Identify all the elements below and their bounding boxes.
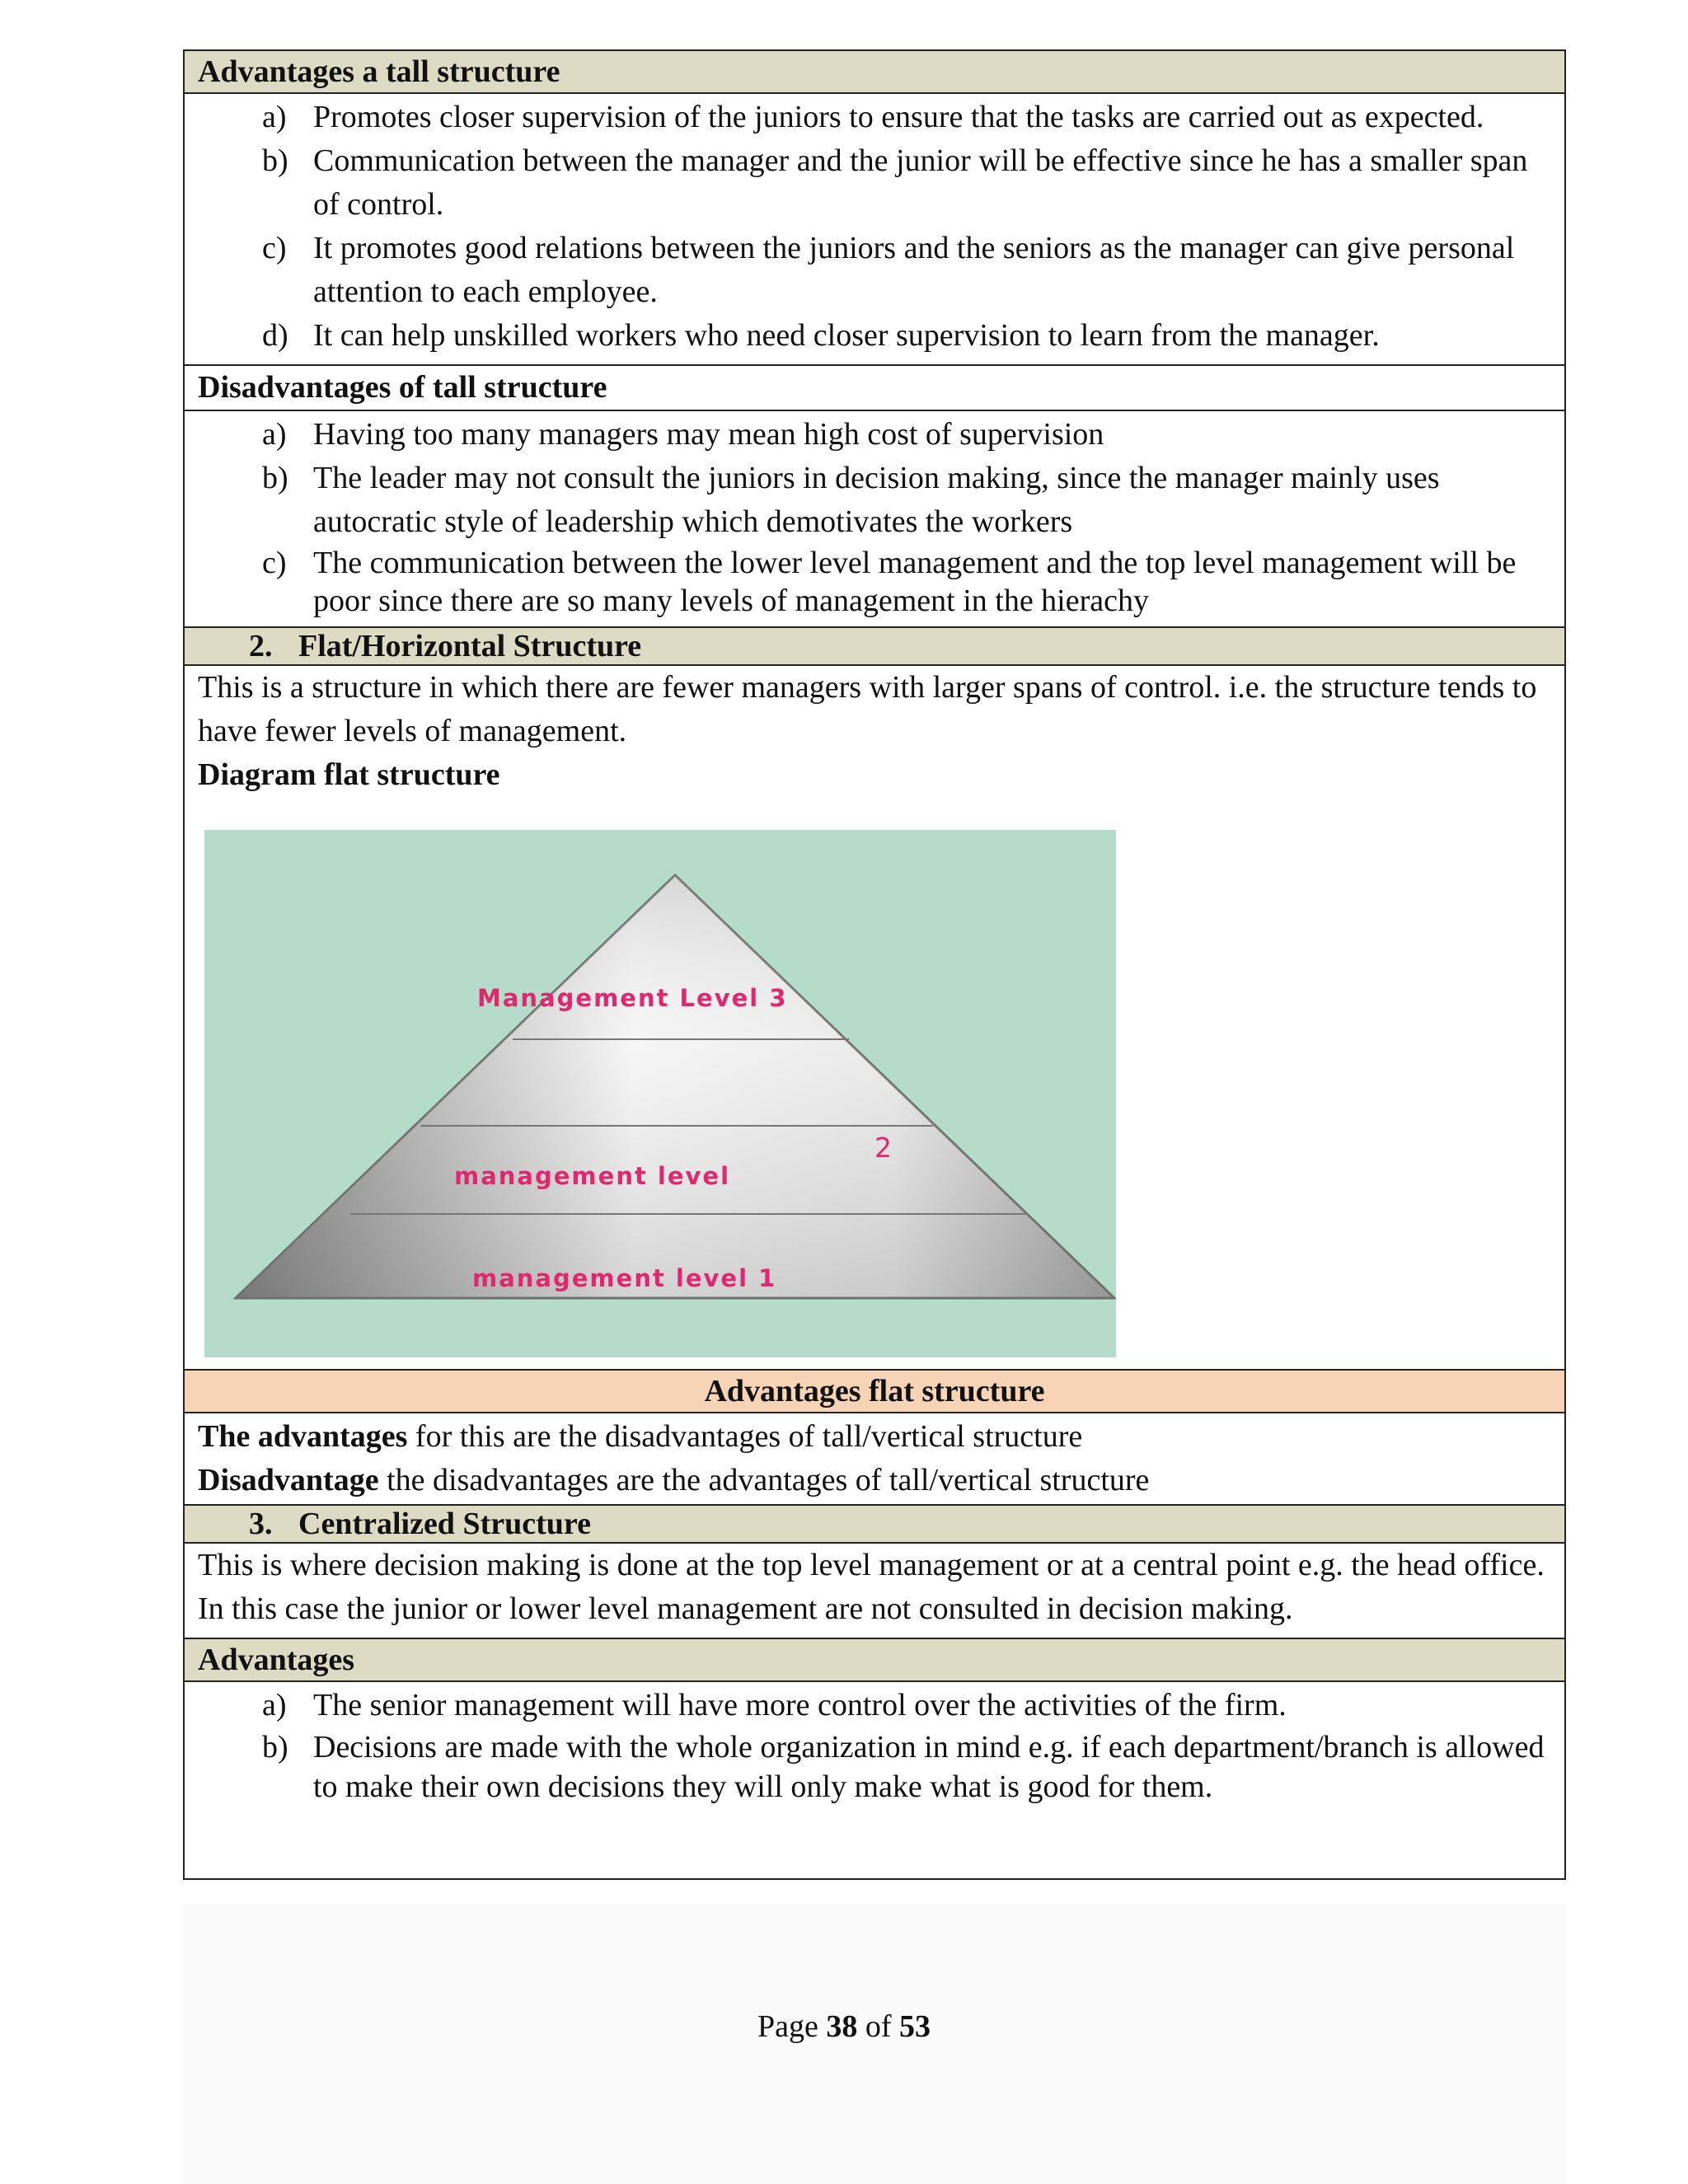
disadvantage-text: the disadvantages are the advantages of tall/vertical structure	[378, 1463, 1150, 1497]
centralized-description: This is where decision making is done at the top level management or at a central point e.g. the head office. In this case the junior or lower level management are not consulted in decision making.	[198, 1548, 1545, 1626]
flat-structure-body	[185, 664, 1564, 1369]
tall-disadvantages-title: Disadvantages of tall structure	[198, 370, 607, 405]
page-footer	[0, 2006, 1688, 2047]
flat-structure-diagram	[204, 830, 1116, 1357]
list-item-text: The senior management will have more control over the activities of the firm.	[313, 1688, 1287, 1722]
disadvantage-label: Disadvantage	[198, 1463, 379, 1497]
pyramid-label-level3: Management Level 3	[477, 984, 788, 1012]
page-of-label: of	[857, 2009, 900, 2044]
total-page-count: 53	[899, 2009, 931, 2044]
tall-disadvantages-list	[198, 413, 1551, 620]
flat-structure-description: This is a structure in which there are fewer managers with larger spans of control. i.e. the structure tends to have fewer levels of management.	[198, 670, 1537, 748]
list-item	[262, 457, 1551, 544]
centralized-structure-heading	[185, 1504, 1564, 1542]
list-marker: c)	[262, 231, 287, 265]
list-item	[262, 1684, 1551, 1727]
list-item-text: Decisions are made with the whole organization in mind e.g. if each department/branch is allowed to make their own decisions they will only make what is good for them.	[313, 1730, 1545, 1804]
tall-advantages-title: Advantages a tall structure	[198, 54, 560, 89]
list-item	[262, 544, 1551, 620]
flat-advantages-heading	[185, 1369, 1564, 1412]
list-item-text: It can help unskilled workers who need closer supervision to learn from the manager.	[313, 318, 1380, 353]
list-marker: a)	[262, 100, 287, 134]
tall-advantages-list	[198, 96, 1551, 358]
list-item	[262, 139, 1551, 227]
pyramid-shading	[236, 875, 1114, 1298]
centralized-structure-title: Centralized Structure	[298, 1507, 591, 1541]
flat-structure-heading	[185, 626, 1564, 664]
pyramid-label-level2-number: 2	[874, 1132, 892, 1164]
tall-advantages-list-cell	[185, 92, 1564, 364]
tall-advantages-heading	[185, 51, 1564, 92]
centralized-structure-body	[185, 1542, 1564, 1638]
list-item	[262, 1727, 1551, 1807]
list-item-text: Communication between the manager and the junior will be effective since he has a smaller span of control.	[313, 143, 1528, 222]
list-marker: b)	[262, 461, 288, 495]
list-item	[262, 96, 1551, 139]
pyramid-label-level2: management level	[454, 1162, 731, 1190]
advantages-label: The advantages	[198, 1419, 408, 1454]
list-marker: b)	[262, 143, 288, 178]
centralized-advantages-heading	[185, 1638, 1564, 1680]
pyramid-diagram	[204, 830, 1116, 1357]
section-number: 3.	[249, 1507, 273, 1541]
content-table	[183, 49, 1566, 1880]
list-item-text: Promotes closer supervision of the juniors to ensure that the tasks are carried out as expected.	[313, 100, 1484, 134]
list-item	[262, 227, 1551, 314]
tall-disadvantages-list-cell	[185, 410, 1564, 626]
pyramid-label-level1: management level 1	[472, 1264, 777, 1292]
list-marker: c)	[262, 546, 287, 580]
section-number: 2.	[249, 629, 273, 663]
list-item-text: Having too many managers may mean high cost of supervision	[313, 417, 1104, 452]
list-marker: a)	[262, 1688, 287, 1722]
diagram-caption: Diagram flat structure	[198, 757, 500, 792]
list-marker: b)	[262, 1730, 288, 1765]
centralized-advantages-list-cell	[185, 1680, 1564, 1878]
list-item-text: It promotes good relations between the juniors and the seniors as the manager can give personal attention to each employee.	[313, 231, 1515, 309]
list-item-text: The communication between the lower level management and the top level management will be poor since there are so many levels of management in the hierachy	[313, 546, 1517, 618]
flat-structure-title: Flat/Horizontal Structure	[298, 629, 642, 663]
tall-disadvantages-heading	[185, 364, 1564, 410]
advantages-text: for this are the disadvantages of tall/vertical structure	[407, 1419, 1083, 1454]
list-item	[262, 413, 1551, 457]
flat-advantages-body	[185, 1412, 1564, 1504]
list-marker: d)	[262, 318, 288, 353]
list-marker: a)	[262, 417, 287, 452]
flat-advantages-line	[198, 1415, 1551, 1459]
centralized-advantages-list	[198, 1684, 1551, 1807]
flat-advantages-title: Advantages flat structure	[704, 1374, 1045, 1408]
current-page-number: 38	[826, 2009, 858, 2044]
flat-disadvantage-line	[198, 1459, 1551, 1502]
list-item	[262, 314, 1551, 358]
page-label: Page	[757, 2009, 827, 2044]
centralized-advantages-title: Advantages	[198, 1643, 355, 1677]
list-item-text: The leader may not consult the juniors in decision making, since the manager mainly uses autocratic style of leadership which demotivates the workers	[313, 461, 1440, 539]
